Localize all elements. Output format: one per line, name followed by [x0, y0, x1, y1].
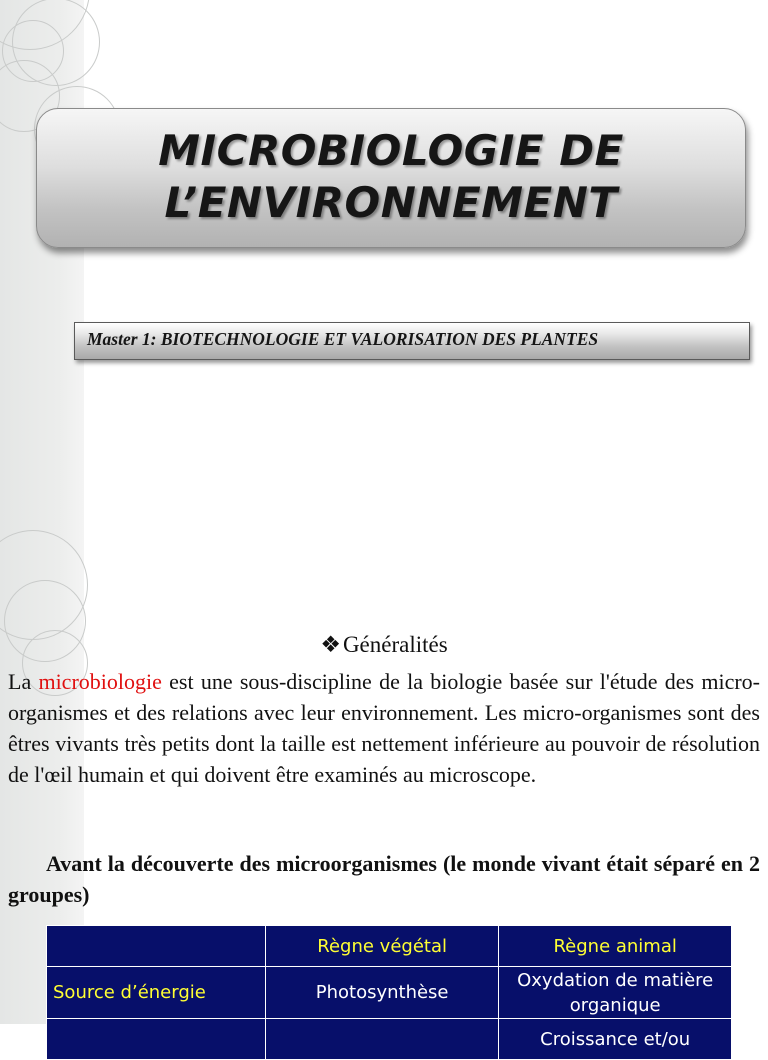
table-header-row: [47, 926, 732, 967]
slide-subtitle: Master 1: BIOTECHNOLOGIE ET VALORISATION DES PLANTES: [87, 329, 599, 349]
table-row: [47, 1019, 732, 1060]
intro-prefix: La: [8, 669, 39, 694]
content-slide: [0, 576, 768, 1050]
section-heading-text: Généralités: [342, 632, 448, 657]
table-row-label: [47, 1019, 266, 1060]
slide-title-line-1: MICROBIOLOGIE DE: [158, 126, 624, 175]
section-heading: [0, 632, 768, 658]
table-cell: Photosynthèse: [265, 967, 498, 1019]
slide-title-line-2: L’ENVIRONNEMENT: [164, 178, 618, 227]
subtitle-box: [74, 322, 750, 360]
table-cell: Oxydation de matière organique: [499, 967, 732, 1019]
title-box: [36, 108, 746, 248]
decorative-side-band: [0, 0, 84, 576]
table-cell: Croissance et/ou: [499, 1019, 732, 1060]
table-header-cell: Règne végétal: [265, 926, 498, 967]
intro-paragraph: [8, 666, 760, 790]
table-row-label: Source d’énergie: [47, 967, 266, 1019]
table-row: [47, 967, 732, 1019]
highlighted-term: microbiologie: [38, 669, 162, 694]
table-header-cell: [47, 926, 266, 967]
intro-suffix: est une sous-discipline de la biologie basée sur l'étude des micro-organismes et des relations avec leur environnement. Les micro-organismes sont des êtres vivants très petits dont la taille est nettement inférieure au pouvoir de résolution de l'œil humain et qui doivent être examinés au microscope.: [8, 669, 760, 787]
table-header-cell: Règne animal: [499, 926, 732, 967]
diamond-bullet-icon: ❖: [320, 632, 341, 657]
table-cell: [265, 1019, 498, 1060]
kingdom-comparison-table: [46, 925, 732, 1060]
context-paragraph: Avant la découverte des microorganismes (le monde vivant était séparé en 2 groupes): [8, 851, 760, 907]
slide-title: [37, 125, 745, 229]
